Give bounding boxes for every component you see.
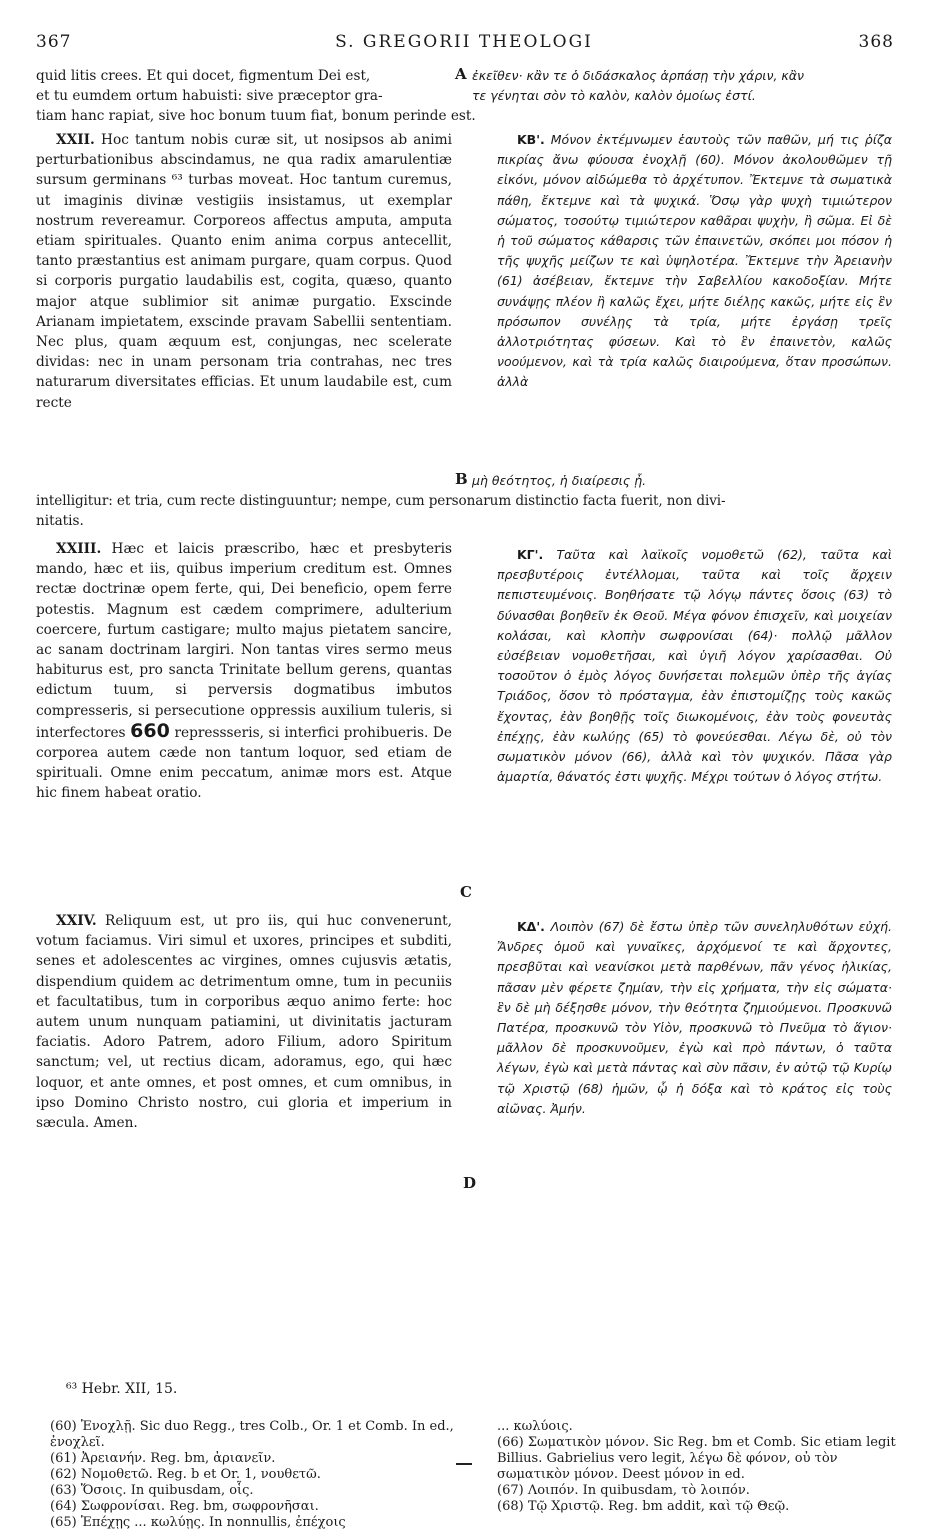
column-number-660: 660 (130, 719, 170, 742)
footnote-62: (62) Νομοθετῶ. Reg. b et Or. 1, νουθετῶ. (50, 1467, 321, 1482)
section-number: ΚΓ'. (517, 547, 544, 562)
section-text: Hoc tantum nobis curæ sit, ut nosipsos ab animi perturbationibus abscindamus, ne qua radix amarulentiæ sursum germinans ⁶³ turbas moveat. Hoc tantum curemus, ut imaginis divinæ vestigiis insistamus, ut exemplar nostrum revereamur. Corporeos affectus amputa, amputa etiam spirituales. Quanto enim anima corpus antecellit, tanto præstantius est animam purgare, quam corpus. Quod si corporis purgatio laudabilis est, cogita, quæso, quanto major atque sublimior sit animæ purgatio. Exscinde Arianam impietatem, exscinde pravam Sabellii sententiam. Nec plus, quam æquum est, conjungas, nec scelerate dividas: nec in unam personam tria contrahas, nec tres naturarum diversitates efficias. Et unum laudabile est, cum recte (36, 132, 452, 411)
footnote-60: (60) Ἐνοχλῇ. Sic duo Regg., tres Colb., Or. 1 et Comb. In ed., ἐνοχλεῖ. (50, 1419, 454, 1450)
footnote-66: (66) Σωματικὸν μόνον. Sic Reg. bm et Comb. Sic etiam legit Billius. Gabrielius vero legit, λέγω δὲ φόνον, οὐ τὸν σωματικὸν μόνον. Deest μόνον in ed. (497, 1435, 896, 1482)
margin-marker-d: D (463, 1174, 477, 1192)
page-number-left: 367 (36, 32, 72, 52)
section-number: ΚΔ'. (517, 919, 545, 934)
bottom-dash-divider (456, 1463, 472, 1465)
greek-section-23 (497, 545, 892, 787)
section-text: Μόνον ἐκτέμνωμεν ἑαυτοὺς τῶν παθῶν, μή τις ῥίζα πικρίας ἄνω φύουσα ἐνοχλῇ (60). Μόνον ἀκολουθῶμεν τῇ εἰκόνι, μόνον αἰδώμεθα τὸ ἀρχέτυπον. Ἔκτεμνε τὰ σωματικὰ πάθη, ἔκτεμνε καὶ τὰ ψυχικά. Ὅσῳ γὰρ ψυχὴ τιμιώτερον σώματος, τοσούτῳ τιμιώτερον καθᾶραι ψυχὴν, ἢ σῶμα. Εἰ δὲ ἡ τοῦ σώματος κάθαρσις τῶν ἐπαινετῶν, σκόπει μοι πόσον ἡ τῆς ψυχῆς μείζων τε καὶ ὑψηλοτέρα. Ἔκτεμνε τὴν Ἀρειανὴν (61) ἀσέβειαν, ἔκτεμνε τὴν Σαβελλίου κακοδοξίαν. Μήτε συνάψῃς πλέον ἢ καλῶς ἔχει, μήτε διέλῃς κακῶς, μήτε εἰς ἓν πρόσωπον συνέλῃς τὰ τρία, μήτε ἐργάσῃ τρεῖς ἀλλοτριότητας φύσεων. Καὶ τὸ ἓν ἐπαινετὸν, καλῶς νοούμενον, καὶ τὰ τρία καλῶς διαιρούμενα, ὅταν προσώπων. ἀλλὰ (497, 132, 892, 390)
section-number: XXII. (56, 132, 95, 148)
scripture-footnote: ⁶³ Hebr. XII, 15. (66, 1381, 178, 1397)
greek-section-22-last: μὴ θεότητος, ἡ διαίρεσις ᾖ. (472, 473, 647, 488)
section-number: XXIII. (56, 541, 102, 557)
section-text: Hæc et laicis præscribo, hæc et presbyteris mando, hæc et iis, quibus imperium creditum est. Omnes rectæ doctrinæ opem ferte, qui, Dei beneficio, opem ferre potestis. Magnum est cædem comprimere, adulterium coercere, furtum castigare; multo majus pietatem sancire, ac sanam doctrinam largiri. Non tantas vires sermo meus habiturus est, pro sancta Trinitate bellum gerens, quantas edictum tuum, si perversis dogmatibus imbutos compresseris, si persecutione oppressis auxilium tuleris, si interfectores (36, 541, 452, 741)
footnote-67: (67) Λοιπόν. In quibusdam, τὸ λοιπόν. (497, 1483, 750, 1498)
margin-marker-b: B (455, 470, 468, 488)
footnotes-left (50, 1419, 465, 1531)
footnote-68: (68) Τῷ Χριστῷ. Reg. bm addit, καὶ τῷ Θεῷ. (497, 1499, 790, 1514)
section-number: XXIV. (56, 913, 97, 929)
section-text: Reliquum est, ut pro iis, qui huc convenerunt, votum faciamus. Viri simul et uxores, principes et subditi, senes et adolescentes ac virgines, omnes cujusvis ætatis, dispendium quidem ac detrimentum omne, tum in pecuniis et facultatibus, tum in corporibus æquo animo ferte: hoc autem unum nunquam patiamini, ut divinitatis jacturam faciatis. Adoro Patrem, adoro Filium, adoro Spiritum sanctum; vel, ut rectius dicam, adoramus, ego, qui hæc loquor, et ante omnes, et post omnes, et cum omnibus, in ipso Domino Christo nostro, cui gloria et imperium in sæcula. Amen. (36, 913, 452, 1132)
wide-line-1: intelligitur: et tria, cum recte distinguuntur; nempe, cum personarum distinctio facta fuerit, non divi- (36, 493, 726, 509)
footnote-61: (61) Ἀρειανήν. Reg. bm, ἀριανεῖν. (50, 1451, 276, 1466)
margin-marker-a: A (455, 65, 467, 83)
greek-section-24 (497, 917, 892, 1119)
latin-top-line-1: quid litis crees. Et qui docet, figmentum Dei est, (36, 68, 371, 84)
latin-top-line-2: et tu eumdem ortum habuisti: sive præceptor gra- (36, 88, 383, 104)
footnote-63: (63) Ὅσοις. In quibusdam, οἷς. (50, 1483, 254, 1498)
latin-top-line-3: tiam hanc rapiat, sive hoc bonum tuum fiat, bonum perinde est. (36, 108, 476, 124)
section-text: Λοιπὸν (67) δὲ ἔστω ὑπὲρ τῶν συνεληλυθότων εὐχή. Ἄνδρες ὁμοῦ καὶ γυναῖκες, ἀρχόμενοί τε καὶ ἄρχοντες, πρεσβῦται καὶ νεανίσκοι μετὰ παρθένων, πᾶν γένος ἡλικίας, πᾶσαν μὲν φέρετε ζημίαν, τὴν εἰς χρήματα, τὴν εἰς σώματα· ἓν δὲ μὴ δέξησθε μόνον, τὴν θεότητα ζημιούμενοι. Προσκυνῶ Πατέρα, προσκυνῶ τὸν Υἱὸν, προσκυνῶ τὸ Πνεῦμα τὸ ἅγιον· μᾶλλον δὲ προσκυνοῦμεν, ἐγὼ καὶ πρὸ πάντων, ὁ ταῦτα λέγων, ἐγὼ καὶ μετὰ πάντας καὶ σὺν πᾶσιν, ἐν αὐτῷ τῷ Κυρίῳ τῷ Χριστῷ (68) ἡμῶν, ᾧ ἡ δόξα καὶ τὸ κράτος εἰς τοὺς αἰῶνας. Ἀμήν. (497, 919, 892, 1116)
greek-top-line-1: ἐκεῖθεν· κἂν τε ὁ διδάσκαλος ἁρπάσῃ τὴν χάριν, κἂν (472, 68, 805, 83)
latin-section-24 (36, 911, 452, 1133)
footnote-64: (64) Σωφρονίσαι. Reg. bm, σωφρονῆσαι. (50, 1499, 319, 1514)
footnote-65-continued: ... κωλύοις. (497, 1419, 573, 1434)
margin-marker-c: C (460, 883, 472, 901)
footnote-65: (65) Ἐπέχῃς ... κωλύῃς. In nonnullis, ἐπέχοις (50, 1515, 346, 1530)
latin-section-22 (36, 130, 452, 413)
greek-section-22 (497, 130, 892, 393)
greek-top-line-2: τε γένηται σὸν τὸ καλὸν, καλὸν ὁμοίως ἐστί. (472, 88, 756, 103)
section-text: Ταῦτα καὶ λαϊκοῖς νομοθετῶ (62), ταῦτα καὶ πρεσβυτέροις ἐντέλλομαι, ταῦτα καὶ τοῖς ἄρχειν πεπιστευμένοις. Βοηθήσατε τῷ λόγῳ πάντες ὅσοις (63) τὸ δύνασθαι βοηθεῖν ἐκ Θεοῦ. Μέγα φόνον ἐπισχεῖν, καὶ μοιχείαν κολάσαι, καὶ κλοπὴν σωφρονίσαι (64)· πολλῷ μᾶλλον εὐσέβειαν νομοθετῆσαι, καὶ ὑγιῆ λόγον χαρίσασθαι. Οὐ τοσοῦτον ὁ ἐμὸς λόγος δυνήσεται πολεμῶν ὑπὲρ τῆς ἁγίας Τριάδος, ὅσον τὸ πρόσταγμα, ἐὰν ἐπιστομίζῃς τοὺς κακῶς ἔχοντας, ἐὰν βοηθῇς τοῖς διωκομένοις, ἐὰν τοὺς φονευτὰς ἐπέχῃς, ἐὰν κωλύῃς (65) τὸ φονεύεσθαι. Λέγω δὲ, οὐ τὸν σωματικὸν μόνον (66), ἀλλὰ καὶ τὸν ψυχικόν. Πᾶσα γὰρ ἁμαρτία, θάνατός ἐστι ψυχῆς. Μέχρι τούτων ὁ λόγος στήτω. (497, 547, 892, 785)
page-number-right: 368 (858, 32, 894, 52)
wide-line-2: nitatis. (36, 513, 84, 529)
section-text-continued: repressseris, si interfici prohibueris. De corporea autem cæde non tantum loquor, sed etiam de spirituali. Omne enim peccatum, animæ mors est. Atque hic finem habeat oratio. (36, 724, 452, 802)
latin-section-23 (36, 539, 452, 804)
section-number: ΚΒ'. (517, 132, 545, 147)
running-title: S. GREGORII THEOLOGI (335, 32, 593, 52)
